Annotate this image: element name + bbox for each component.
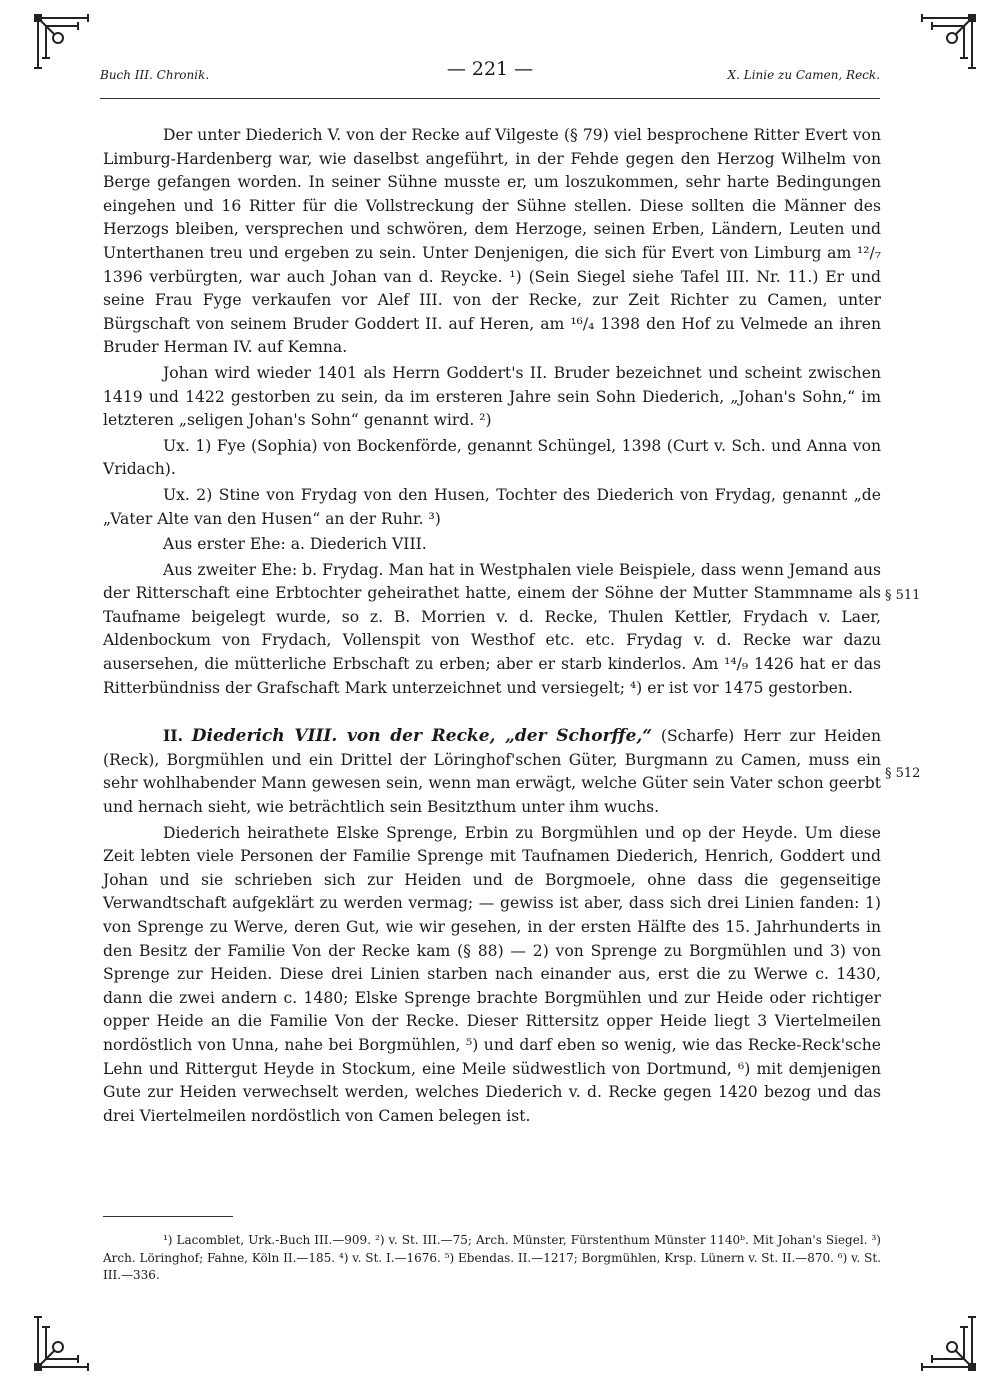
section-text: (Scharfe) Herr zur Heiden (Reck), Borgmühlen und ein Drittel der Löringhof'schen Güter, Burgmann zu Camen, muss ein sehr wohlhabender Mann gewesen sein, wenn man erwägt, welche Güter sein Vater schon geerbt und hernach sieht, wie beträchtlich sein Besitzthum unter ihm wuchs. (103, 727, 881, 817)
header-book-title: Buch III. Chronik. (100, 68, 210, 82)
section-heading: Diederich VIII. von der Recke, „der Schorffe,“ (191, 726, 653, 747)
running-header (100, 60, 880, 88)
footnotes: ¹) Lacomblet, Urk.-Buch III.—909. ²) v. St. III.—75; Arch. Münster, Fürstenthum Münster 1140ᵇ. Mit Johan's Siegel. ³) Arch. Löringhof; Fahne, Köln II.—185. ⁴) v. St. I.—1676. ⁵) Ebendas. II.—1217; Borgmühlen, Krsp. Lünern v. St. II.—870. ⁶) v. St. III.—336. (103, 1233, 881, 1282)
corner-ornament-bottom-right (912, 1307, 982, 1377)
paragraph-evert: Der unter Diederich V. von der Recke auf Vilgeste (§ 79) viel besprochene Ritter Evert von Limburg-Hardenberg war, wie daselbst angeführt, in der Fehde gegen den Herzog Wilhelm von Berge gefangen worden. In seiner Sühne musste er, um loszukommen, sehr harte Bedingungen eingehen und 16 Ritter für die Vollstreckung der Sühne stellen. Diese sollten die Männer des Herzogs bleiben, versprechen und schwören, dem Herzoge, seinen Erben, Ländern, Leuten und Unterthanen treu und ergeben zu sein. Unter Denjenigen, die sich für Evert von Limburg am ¹²/₇ 1396 verbürgten, war auch Johan van d. Reycke. ¹) (Sein Siegel siehe Tafel III. Nr. 11.) Er und seine Frau Fyge verkaufen vor Alef III. von der Recke, zur Zeit Richter zu Camen, unter Bürgschaft von seinem Bruder Goddert II. auf Heren, am ¹⁶/₄ 1398 den Hof zu Velmede an ihren Bruder Herman IV. auf Kemna. (103, 126, 881, 357)
paragraph-uxor-2: Ux. 2) Stine von Frydag von den Husen, Tochter des Diederich von Frydag, genannt „de „Vater Alte van den Husen“ an der Ruhr. ³) (103, 485, 881, 528)
margin-note-512: § 512 (885, 766, 921, 781)
footnote-rule (103, 1216, 233, 1217)
body-text (103, 124, 881, 1130)
paragraph-elske-sprenge: Diederich heirathete Elske Sprenge, Erbin zu Borgmühlen und op der Heyde. Um diese Zeit lebten viele Personen der Familie Sprenge mit Taufnamen Diederich, Henrich, Goddert und Johan und sie schrieben sich zur Heiden und de Borgmoele, ohne dass die gegenseitige Verwandtschaft aufgeklärt zu werden vermag; — gewiss ist aber, dass sich drei Linien fanden: 1) von Sprenge zu Werve, deren Gut, wie wir gesehen, in der ersten Hälfte des 15. Jahrhunderts in den Besitz der Familie Von der Recke kam (§ 88) — 2) von Sprenge zu Borgmühlen und 3) von Sprenge zur Heiden. Diese drei Linien starben nach einander aus, erst die zu Werwe c. 1430, dann die zwei andern c. 1480; Elske Sprenge brachte Borgmühlen und zur Heide oder richtiger opper Heide an die Familie Von der Recke. Dieser Rittersitz opper Heide liegt 3 Viertelmeilen nordöstlich von Unna, nahe bei Borgmühlen, ⁵) und darf eben so wenig, wie das Recke-Reck'sche Lehn und Rittergut Heyde in Stockum, eine Meile südwestlich von Dortmund, ⁶) mit demjenigen Gute zur Heiden verwechselt werden, welches Diederich v. d. Recke gegen 1420 bezog und das drei Viertelmeilen nordöstlich von Camen belegen ist. (103, 823, 881, 1125)
header-chapter-title: X. Linie zu Camen, Reck. (727, 68, 880, 82)
section-512 (103, 724, 881, 819)
paragraph-uxor-1: Ux. 1) Fye (Sophia) von Bockenförde, genannt Schüngel, 1398 (Curt v. Sch. und Anna von Vridach). (103, 436, 881, 479)
corner-ornament-top-right (912, 8, 982, 78)
header-rule (100, 98, 880, 99)
corner-ornament-bottom-left (28, 1307, 98, 1377)
corner-ornament-top-left (28, 8, 98, 78)
paragraph-first-marriage: Aus erster Ehe: a. Diederich VIII. (163, 535, 427, 554)
margin-note-511: § 511 (885, 588, 921, 603)
paragraph-johan: Johan wird wieder 1401 als Herrn Goddert's II. Bruder bezeichnet und scheint zwischen 1419 und 1422 gestorben zu sein, da im ersteren Jahre sein Sohn Diederich, „Johan's Sohn,“ im letzteren „seligen Johan's Sohn“ genannt wird. ²) (103, 363, 881, 430)
section-numeral: II. (163, 726, 184, 746)
page-number: — 221 — (446, 58, 534, 80)
paragraph-second-marriage: Aus zweiter Ehe: b. Frydag. Man hat in Westphalen viele Beispiele, dass wenn Jemand aus der Ritterschaft eine Erbtochter geheirathet hatte, einem der Söhne der Mutter Stammname als Taufname beigelegt wurde, so z. B. Morrien v. d. Recke, Thulen Kettler, Frydach v. Laer, Aldenbockum von Frydach, Vollenspit von Westhof etc. etc. Frydag v. d. Recke war dazu ausersehen, die mütterliche Erbschaft zu erben; aber er starb kinderlos. Am ¹⁴/₉ 1426 hat er das Ritterbündniss der Grafschaft Mark unterzeichnet und versiegelt; ⁴) er ist vor 1475 gestorben. (103, 560, 881, 697)
